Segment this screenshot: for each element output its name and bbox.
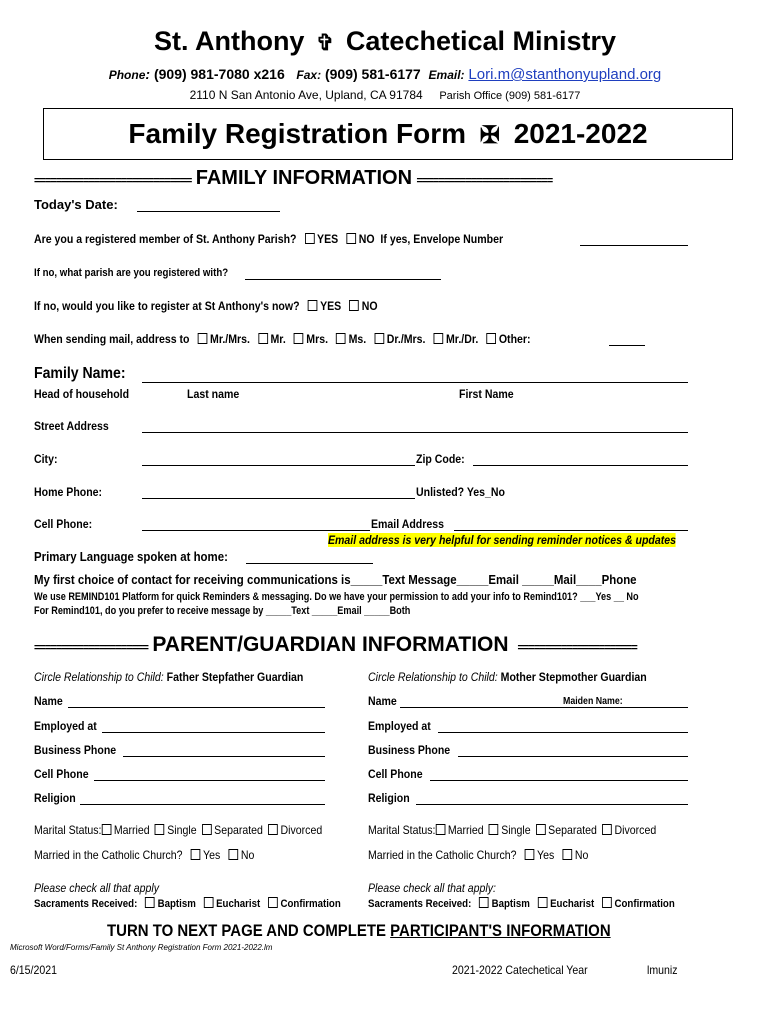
divider: ===================== bbox=[34, 642, 148, 654]
language-label-text: Primary Language spoken at home bbox=[34, 549, 225, 564]
contact-choice-row: My first choice of contact for receiving communications is_____Text Message_____Email _____Mail____Phone bbox=[34, 572, 637, 587]
register-question: If no, would you like to register at St Anthony's now? bbox=[34, 299, 300, 313]
envelope-number-field[interactable] bbox=[580, 245, 688, 246]
family-section-header bbox=[34, 167, 552, 190]
parent1-religion-field[interactable] bbox=[80, 804, 325, 805]
no-label: No bbox=[240, 848, 255, 862]
salutation-checkbox[interactable] bbox=[258, 333, 268, 344]
catholic-yes-checkbox[interactable] bbox=[191, 849, 201, 860]
divorced-checkbox[interactable] bbox=[268, 824, 278, 835]
register-now-row bbox=[34, 299, 378, 313]
single-checkbox[interactable] bbox=[489, 824, 499, 835]
street-address-field[interactable] bbox=[142, 432, 688, 433]
salutation-option: Ms. bbox=[348, 332, 367, 346]
cross-icon: ✠ bbox=[479, 121, 500, 149]
first-name-label: First Name bbox=[459, 387, 514, 401]
form-year: 2021-2022 bbox=[513, 118, 648, 149]
marital-option: Single bbox=[167, 823, 197, 837]
divider: ====================== bbox=[517, 642, 637, 654]
baptism-checkbox[interactable] bbox=[479, 897, 489, 908]
fax-label: Fax: bbox=[296, 68, 322, 82]
no-label: NO bbox=[358, 232, 375, 246]
employed-label: Employed at bbox=[34, 719, 97, 733]
circle-relationship-label: Circle Relationship to Child: bbox=[34, 670, 164, 684]
email-address-label: Email Address bbox=[371, 517, 444, 531]
right-catholic-row bbox=[368, 848, 588, 862]
married-checkbox[interactable] bbox=[101, 824, 111, 835]
language-label: Primary Language spoken at home: bbox=[34, 549, 228, 564]
envelope-label: If yes, Envelope Number bbox=[380, 232, 504, 246]
salutation-option: Mr./Mrs. bbox=[210, 332, 250, 346]
marital-option: Married bbox=[113, 823, 150, 837]
cross-icon: ✞ bbox=[315, 30, 335, 55]
sacrament-option: Baptism bbox=[157, 898, 196, 910]
employed-label: Employed at bbox=[368, 719, 431, 733]
circle-relationship-label: Circle Relationship to Child: bbox=[368, 670, 498, 684]
parent2-employer-field[interactable] bbox=[438, 732, 688, 733]
phone-value: (909) 981-7080 x216 bbox=[153, 66, 285, 82]
which-parish-label: If no, what parish are you registered with? bbox=[34, 267, 229, 279]
separated-checkbox[interactable] bbox=[202, 824, 212, 835]
form-title-box bbox=[43, 108, 733, 160]
salutation-checkbox[interactable] bbox=[374, 333, 384, 344]
parish-office: Parish Office (909) 581-6177 bbox=[439, 90, 581, 102]
yes-label: Yes bbox=[203, 848, 221, 862]
check-all-label: Please check all that apply bbox=[34, 881, 160, 895]
salutation-checkbox[interactable] bbox=[294, 333, 304, 344]
mail-label: When sending mail, address to bbox=[34, 332, 190, 346]
name-label: Name bbox=[368, 694, 397, 708]
email-note bbox=[328, 531, 723, 549]
todays-date-field[interactable] bbox=[137, 211, 280, 212]
right-marital-row bbox=[368, 823, 656, 837]
catholic-no-checkbox[interactable] bbox=[562, 849, 572, 860]
parent1-cell-phone-field[interactable] bbox=[94, 780, 325, 781]
city-label: City: bbox=[34, 452, 58, 466]
cell-phone-label: Cell Phone: bbox=[34, 517, 93, 531]
marital-option: Separated bbox=[214, 823, 263, 837]
sacrament-option: Eucharist bbox=[550, 898, 595, 910]
remind-line-1: We use REMIND101 Platform for quick Reminders & messaging. Do we have your permission to add your info to Remind101? ___Yes __ No bbox=[34, 591, 639, 603]
religion-label: Religion bbox=[368, 791, 410, 805]
email-note-text: Email address is very helpful for sending reminder notices & updates bbox=[328, 533, 676, 547]
divider: ============================= bbox=[34, 175, 192, 187]
separated-checkbox[interactable] bbox=[536, 824, 546, 835]
business-phone-label: Business Phone bbox=[368, 743, 451, 757]
org-title-left: St. Anthony bbox=[153, 26, 305, 56]
salutation-option: Other: bbox=[498, 332, 531, 346]
parent2-name-field[interactable] bbox=[400, 707, 688, 708]
last-name-label: Last name bbox=[187, 387, 240, 401]
eucharist-checkbox[interactable] bbox=[538, 897, 548, 908]
street-address: 2110 N San Antonio Ave, Upland, CA 91784 bbox=[189, 88, 423, 102]
home-phone-field[interactable] bbox=[142, 498, 415, 499]
remind-line-2: For Remind101, do you prefer to receive message by _____Text _____Email _____Both bbox=[34, 605, 411, 617]
right-relationship-row bbox=[368, 670, 647, 684]
eucharist-checkbox[interactable] bbox=[204, 897, 214, 908]
sacrament-option: Eucharist bbox=[216, 898, 261, 910]
sacrament-option: Confirmation bbox=[280, 898, 341, 910]
parent2-religion-field[interactable] bbox=[416, 804, 688, 805]
yes-label: Yes bbox=[537, 848, 555, 862]
right-sacraments-row bbox=[368, 897, 675, 910]
parent-section-title: PARENT/GUARDIAN INFORMATION bbox=[152, 633, 509, 656]
relationship-options[interactable]: Mother Stepmother Guardian bbox=[500, 670, 647, 684]
parent1-name-field[interactable] bbox=[68, 707, 325, 708]
other-salutation-field[interactable] bbox=[609, 345, 645, 346]
footer-year: 2021-2022 Catechetical Year bbox=[452, 963, 588, 977]
marital-option: Divorced bbox=[614, 823, 657, 837]
zip-field[interactable] bbox=[473, 465, 688, 466]
which-parish-field[interactable] bbox=[245, 279, 441, 280]
phone-label: Phone bbox=[108, 68, 146, 82]
relationship-options[interactable]: Father Stepfather Guardian bbox=[166, 670, 304, 684]
salutation-checkbox[interactable] bbox=[336, 333, 346, 344]
salutation-option: Mr./Dr. bbox=[446, 332, 479, 346]
street-address-label: Street Address bbox=[34, 419, 109, 433]
file-path: Microsoft Word/Forms/Family St Anthony Registration Form 2021-2022.lm bbox=[10, 943, 273, 952]
no-checkbox[interactable] bbox=[346, 233, 356, 244]
address-line bbox=[0, 88, 770, 102]
yes-checkbox[interactable] bbox=[305, 233, 315, 244]
confirmation-checkbox[interactable] bbox=[602, 897, 612, 908]
zip-label: Zip Code: bbox=[416, 452, 465, 466]
parent1-business-phone-field[interactable] bbox=[123, 756, 325, 757]
todays-date-label: Today's Date bbox=[34, 197, 114, 212]
marital-label: Marital Status: bbox=[34, 823, 102, 837]
left-relationship-row bbox=[34, 670, 303, 684]
footer-initials: lmuniz bbox=[647, 963, 678, 977]
turn-page-notice bbox=[107, 921, 611, 941]
divorced-checkbox[interactable] bbox=[602, 824, 612, 835]
salutation-option: Dr./Mrs. bbox=[386, 332, 426, 346]
divider: ========================= bbox=[416, 175, 553, 187]
head-of-household-label: Head of household bbox=[34, 387, 130, 401]
marital-label: Marital Status: bbox=[368, 823, 436, 837]
baptism-checkbox[interactable] bbox=[145, 897, 155, 908]
marital-option: Single bbox=[501, 823, 531, 837]
turn-page-text: TURN TO NEXT PAGE AND COMPLETE bbox=[107, 921, 391, 940]
salutation-checkbox[interactable] bbox=[487, 333, 497, 344]
salutation-option: Mr. bbox=[270, 332, 286, 346]
participant-info-link: PARTICIPANT'S INFORMATION bbox=[390, 921, 611, 940]
name-label: Name bbox=[34, 694, 63, 708]
home-phone-label: Home Phone: bbox=[34, 485, 103, 499]
yes-label: YES bbox=[320, 299, 342, 313]
sacraments-label: Sacraments Received: bbox=[368, 898, 472, 910]
email-link[interactable]: Lori.m@stanthonyupland.org bbox=[468, 66, 662, 83]
left-marital-row bbox=[34, 823, 322, 837]
register-no-checkbox[interactable] bbox=[349, 300, 359, 311]
left-catholic-row bbox=[34, 848, 254, 862]
fax-value: (909) 581-6177 bbox=[324, 66, 421, 82]
check-all-label: Please check all that apply: bbox=[368, 881, 496, 895]
registered-row bbox=[34, 232, 503, 246]
sacrament-option: Confirmation bbox=[614, 898, 675, 910]
marital-option: Married bbox=[447, 823, 484, 837]
confirmation-checkbox[interactable] bbox=[268, 897, 278, 908]
email-label: Email: bbox=[428, 68, 465, 82]
family-name-field[interactable] bbox=[142, 382, 688, 383]
registered-question: Are you a registered member of St. Anthony Parish? bbox=[34, 232, 297, 246]
language-field[interactable] bbox=[246, 563, 373, 564]
form-title: Family Registration Form bbox=[128, 118, 467, 149]
parent1-employer-field[interactable] bbox=[102, 732, 325, 733]
religion-label: Religion bbox=[34, 791, 76, 805]
salutation-option: Mrs. bbox=[306, 332, 329, 346]
cell-phone-label: Cell Phone bbox=[34, 767, 89, 781]
todays-date-row: Today's Date: bbox=[34, 197, 118, 212]
parent2-business-phone-field[interactable] bbox=[458, 756, 688, 757]
salutation-checkbox[interactable] bbox=[434, 333, 444, 344]
no-label: NO bbox=[361, 299, 378, 313]
no-label: No bbox=[574, 848, 589, 862]
single-checkbox[interactable] bbox=[155, 824, 165, 835]
salutation-checkbox[interactable] bbox=[198, 333, 208, 344]
catholic-yes-checkbox[interactable] bbox=[525, 849, 535, 860]
org-title-right: Catechetical Ministry bbox=[345, 26, 617, 56]
sacrament-option: Baptism bbox=[491, 898, 530, 910]
left-sacraments-row bbox=[34, 897, 341, 910]
marital-option: Divorced bbox=[280, 823, 323, 837]
mail-address-row bbox=[34, 332, 531, 346]
catholic-no-checkbox[interactable] bbox=[228, 849, 238, 860]
parent2-cell-phone-field[interactable] bbox=[430, 780, 688, 781]
catholic-question: Married in the Catholic Church? bbox=[368, 848, 517, 862]
parent-section-header bbox=[34, 633, 637, 657]
married-checkbox[interactable] bbox=[435, 824, 445, 835]
org-title bbox=[0, 26, 770, 57]
family-name-label: Family Name: bbox=[34, 365, 126, 382]
maiden-name-label: Maiden Name: bbox=[563, 696, 623, 707]
unlisted-label: Unlisted? Yes_No bbox=[416, 485, 506, 499]
catholic-question: Married in the Catholic Church? bbox=[34, 848, 183, 862]
footer-date: 6/15/2021 bbox=[10, 963, 57, 977]
marital-option: Separated bbox=[548, 823, 597, 837]
city-field[interactable] bbox=[142, 465, 415, 466]
family-section-title: FAMILY INFORMATION bbox=[195, 167, 413, 189]
business-phone-label: Business Phone bbox=[34, 743, 117, 757]
yes-label: YES bbox=[317, 232, 339, 246]
register-yes-checkbox[interactable] bbox=[308, 300, 318, 311]
sacraments-label: Sacraments Received: bbox=[34, 898, 138, 910]
cell-phone-label: Cell Phone bbox=[368, 767, 423, 781]
contact-line: Phone: (909) 981-7080 x216 Fax: (909) 581-6177 Email: Lori.m@stanthonyupland.org bbox=[108, 66, 662, 83]
